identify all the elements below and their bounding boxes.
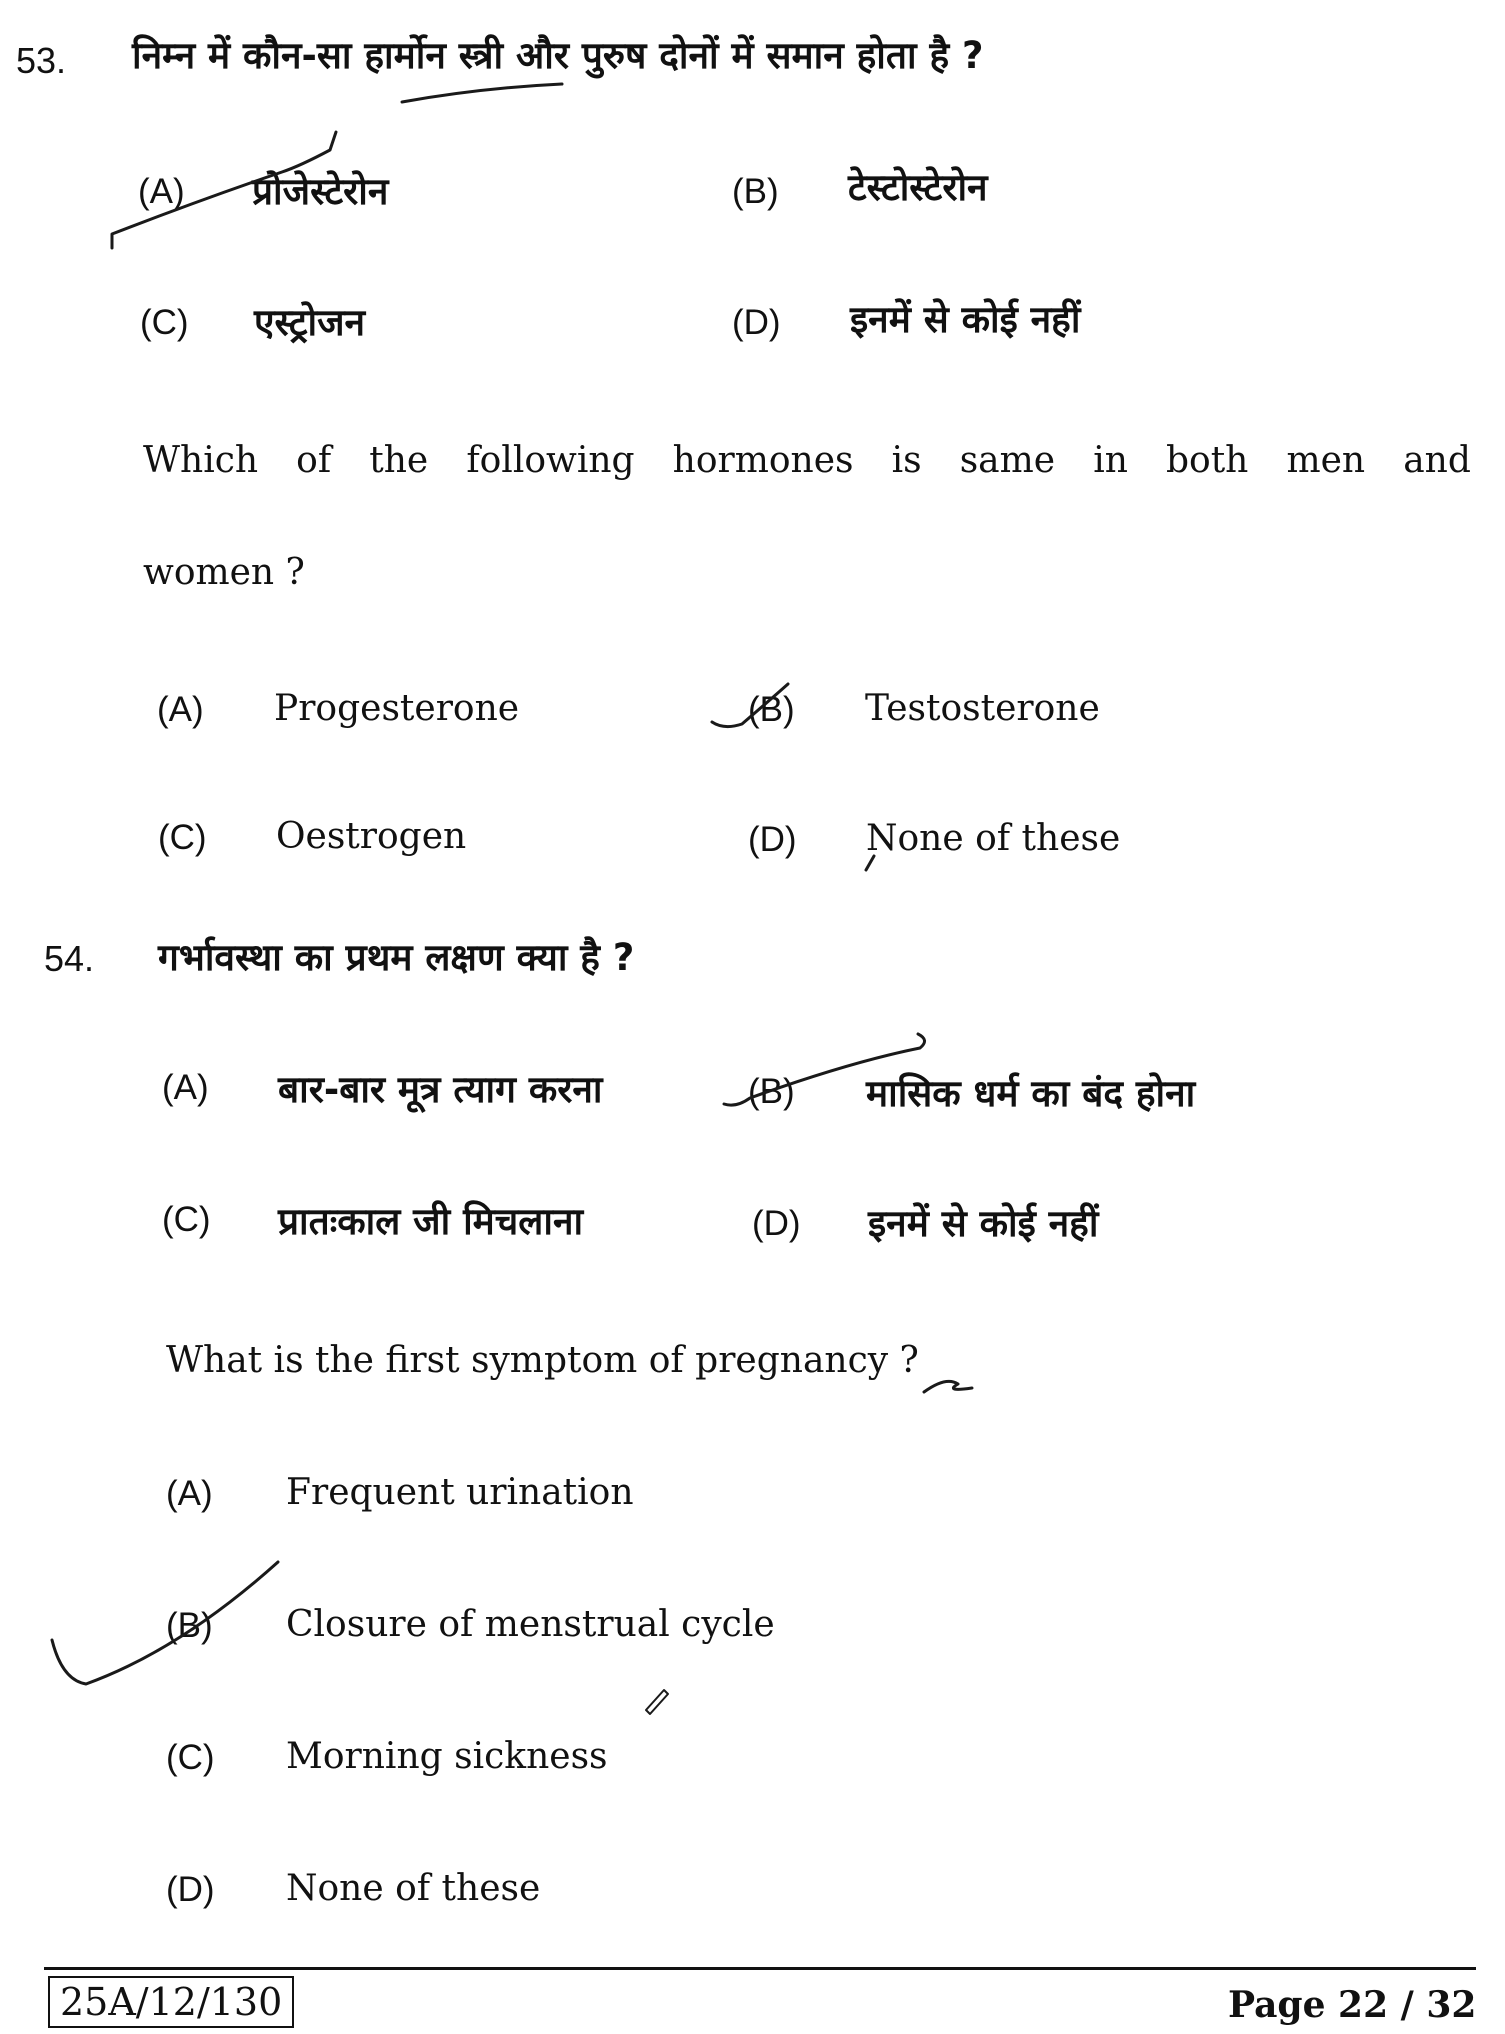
word: in xyxy=(1093,440,1128,481)
q53-english-option-b-text: Testosterone xyxy=(865,688,1100,729)
question-54-hindi-text: गर्भावस्था का प्रथम लक्षण क्या है ? xyxy=(158,936,635,979)
q54-english-option-b-letter: (B) xyxy=(166,1606,213,1645)
q54-english-option-b-text: Closure of menstrual cycle xyxy=(286,1604,775,1645)
q53-english-option-a-letter: (A) xyxy=(157,690,204,729)
q54-hindi-option-d-letter: (D) xyxy=(752,1204,801,1243)
word: same xyxy=(959,440,1056,481)
q54-english-option-d-text: None of these xyxy=(286,1868,541,1909)
page-number: Page 22 / 32 xyxy=(1228,1984,1477,2026)
q54-hindi-option-b-text: मासिक धर्म का बंद होना xyxy=(866,1072,1196,1115)
word: the xyxy=(369,440,429,481)
q54-english-option-c-text: Morning sickness xyxy=(286,1736,608,1777)
question-53-hindi-text: निम्न में कौन-सा हार्मोन स्त्री और पुरुष दोनों में समान होता है ? xyxy=(132,34,984,77)
q53-hindi-option-a-text: प्रोजेस्टेरोन xyxy=(252,170,389,213)
word: both xyxy=(1165,440,1249,481)
q53-english-option-d-text: None of these xyxy=(866,818,1121,859)
word: Which xyxy=(143,440,259,481)
q54-english-option-a-letter: (A) xyxy=(166,1474,213,1513)
q53-hindi-option-b-letter: (B) xyxy=(732,172,779,211)
q54-hindi-option-c-text: प्रातःकाल जी मिचलाना xyxy=(278,1200,584,1243)
word: and xyxy=(1403,440,1471,481)
q54-english-option-a-text: Frequent urination xyxy=(286,1472,634,1513)
squiggle-mark xyxy=(924,1381,972,1392)
q54-hindi-option-d-text: इनमें से कोई नहीं xyxy=(868,1202,1099,1245)
q53-hindi-option-c-letter: (C) xyxy=(140,303,189,342)
q54-hindi-option-a-letter: (A) xyxy=(162,1068,209,1107)
q53-english-question-line2: women ? xyxy=(143,552,305,593)
word: is xyxy=(891,440,922,481)
q53-english-option-b-letter: (B) xyxy=(748,690,795,729)
q53-hindi-option-a-letter: (A) xyxy=(138,172,185,211)
word: men xyxy=(1286,440,1366,481)
underline-mark xyxy=(402,84,562,102)
q53-hindi-option-c-text: एस्ट्रोजन xyxy=(254,301,366,344)
word: hormones xyxy=(672,440,854,481)
q54-hindi-option-b-letter: (B) xyxy=(748,1072,795,1111)
q54-hindi-option-c-letter: (C) xyxy=(162,1200,211,1239)
word: following xyxy=(466,440,635,481)
q53-english-option-c-letter: (C) xyxy=(158,818,207,857)
q54-hindi-option-a-text: बार-बार मूत्र त्याग करना xyxy=(278,1068,603,1111)
q53-hindi-option-d-letter: (D) xyxy=(732,303,781,342)
q54-english-question: What is the first symptom of pregnancy ? xyxy=(166,1340,919,1381)
footer-rule xyxy=(44,1967,1476,1970)
q54-english-option-d-letter: (D) xyxy=(166,1870,215,1909)
q53-english-option-a-text: Progesterone xyxy=(274,688,520,729)
q53-english-question-line1 xyxy=(143,440,1471,481)
q53-hindi-option-b-text: टेस्टोस्टेरोन xyxy=(848,166,988,209)
check-mark xyxy=(52,1562,278,1684)
question-54-number: 54. xyxy=(44,938,95,979)
q53-hindi-option-d-text: इनमें से कोई नहीं xyxy=(850,298,1081,341)
q53-english-option-c-text: Oestrogen xyxy=(276,816,467,857)
q54-english-option-c-letter: (C) xyxy=(166,1738,215,1777)
pencil-glyph-mark xyxy=(646,1690,668,1714)
paper-code: 25A/12/130 xyxy=(48,1976,294,2028)
word: of xyxy=(296,440,332,481)
q53-english-option-d-letter: (D) xyxy=(748,820,797,859)
question-53-number: 53. xyxy=(16,40,67,81)
